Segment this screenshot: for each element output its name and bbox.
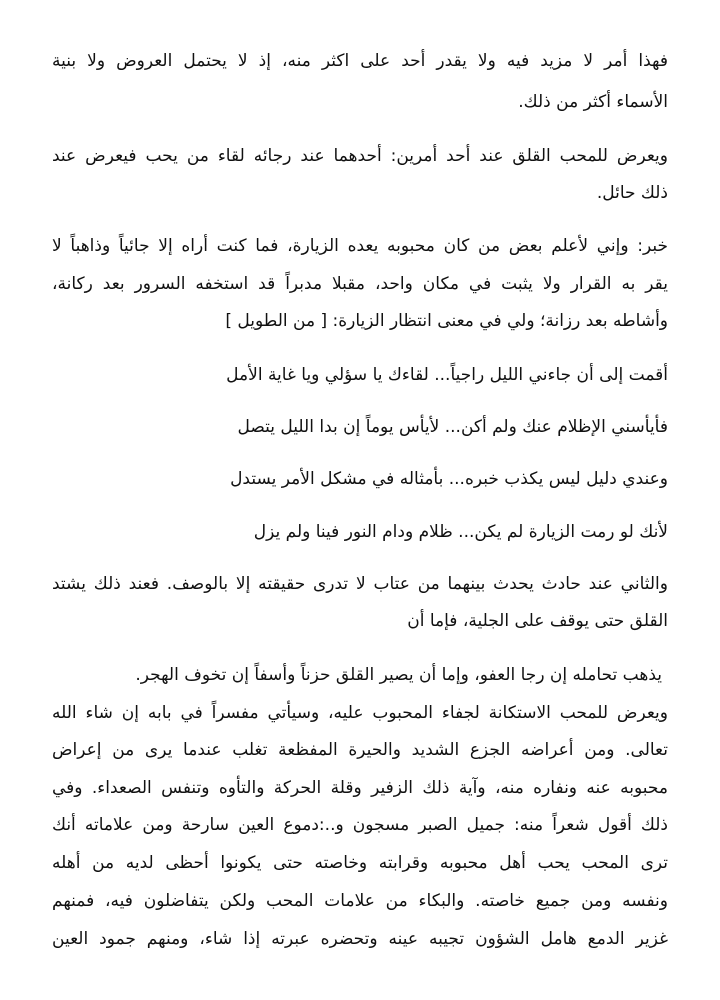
text-line: محبوبه عنه ونفاره منه، وآية ذلك الزفير وقلة الحركة والتأوه وتنفس الصعداء. وفي xyxy=(52,778,668,798)
text-line: ذلك أقول شعراً منه: جميل الصبر مسجون و..:دموع العين سارحة ومن علاماته أنك xyxy=(52,815,668,835)
text-line: يقر به القرار ولا يثبت في مكان واحد، مقبلا مدبراً قد استخفه السرور بعد ركانة، xyxy=(52,274,668,294)
text-line: الأسماء أكثر من ذلك. xyxy=(518,92,668,112)
text-line: خبر: وإني لأعلم بعض من كان محبوبه يعده الزيارة، فما كنت أراه إلا جائياً وذاهباً لا xyxy=(52,236,668,256)
text-line: القلق حتى يوقف على الجلية، فإما أن xyxy=(407,611,668,631)
text-line: فأيأسني الإظلام عنك ولم أكن... لأيأس يوماً إن بدا الليل يتصل xyxy=(237,417,668,437)
text-line: يذهب تحامله إن رجا العفو، وإما أن يصير القلق حزناً وأسفاً إن تخوف الهجر. xyxy=(135,665,662,685)
text-line: والثاني عند حادث يحدث بينهما من عتاب لا تدرى حقيقته إلا بالوصف. فعند ذلك يشتد xyxy=(52,574,668,594)
text-line: غزير الدمع هامل الشؤون تجيبه عينه وتحضره عبرته إذا شاء، ومنهم جمود العين xyxy=(52,929,668,949)
text-line: وعندي دليل ليس يكذب خبره... بأمثاله في مشكل الأمر يستدل xyxy=(230,469,668,489)
text-line: أقمت إلى أن جاءني الليل راجياً... لقاءك يا سؤلي ويا غاية الأمل xyxy=(226,365,668,385)
text-line: وأشاطه بعد رزانة؛ ولي في معنى انتظار الزيارة: [ من الطويل ] xyxy=(225,311,668,331)
text-line: لأنك لو رمت الزيارة لم يكن... ظلام ودام النور فينا ولم يزل xyxy=(253,522,668,542)
text-line: فهذا أمر لا مزيد فيه ولا يقدر أحد على اكثر منه، إذ لا يحتمل العروض ولا بنية xyxy=(52,51,668,71)
text-line: ونفسه ومن جميع خاصته. والبكاء من علامات المحب ولكن يتفاضلون فيه، فمنهم xyxy=(52,891,668,911)
text-line: ترى المحب يحب أهل محبوبه وقرابته وخاصته حتى يكونوا أحظى لديه من أهله xyxy=(52,853,668,873)
text-line: ذلك حائل. xyxy=(596,183,668,203)
text-line: ويعرض للمحب القلق عند أحد أمرين: أحدهما عند رجائه لقاء من يحب فيعرض عند xyxy=(52,146,668,166)
text-line: ويعرض للمحب الاستكانة لجفاء المحبوب عليه، وسيأتي مفسراً في بابه إن شاء الله xyxy=(52,703,668,723)
text-line: تعالى. ومن أعراضه الجزع الشديد والحيرة المفظعة تغلب عندما يرى من إعراض xyxy=(52,740,668,760)
